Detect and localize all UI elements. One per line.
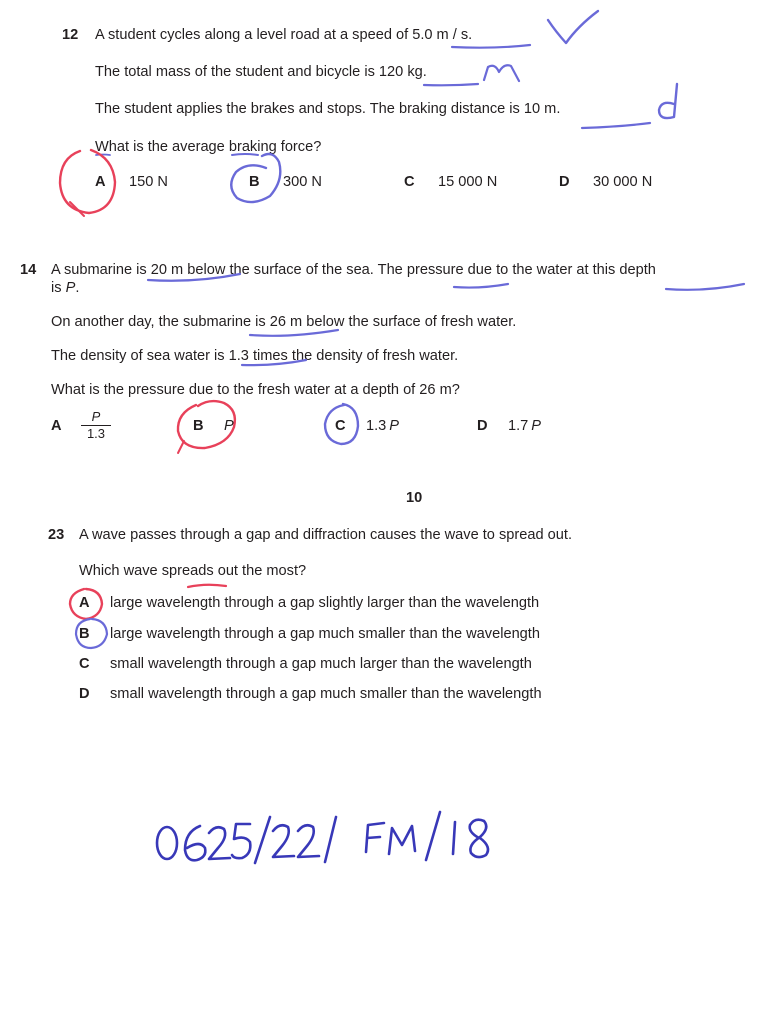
q23-option-b-text: large wavelength through a gap much smaller than the wavelength: [110, 626, 540, 642]
q12-option-d-text: 30 000 N: [593, 174, 653, 190]
q14-option-c-letter[interactable]: C: [335, 418, 346, 434]
q23-option-a-letter[interactable]: A: [79, 595, 90, 611]
q12-option-c-text: 15 000 N: [438, 174, 498, 190]
q14-line4: The density of sea water is 1.3 times the density of fresh water.: [51, 348, 459, 364]
q14-option-b-letter[interactable]: B: [193, 418, 204, 434]
q14-question: What is the pressure due to the fresh water at a depth of 26 m?: [51, 382, 460, 398]
q23-question: Which wave spreads out the most?: [79, 563, 307, 579]
q12-line3: The student applies the brakes and stops. The braking distance is 10 m.: [95, 101, 561, 117]
q12-option-c-letter[interactable]: C: [404, 174, 415, 190]
q12-line2: The total mass of the student and bicycle is 120 kg.: [95, 64, 427, 80]
q14-option-b-text: P: [224, 418, 234, 434]
q14-line1: A submarine is 20 m below the surface of the sea. The pressure due to the water at this depth: [51, 262, 656, 278]
q14-option-d-letter[interactable]: D: [477, 418, 488, 434]
q23-option-d-text: small wavelength through a gap much smaller than the wavelength: [110, 686, 542, 702]
q12-option-d-letter[interactable]: D: [559, 174, 570, 190]
q12-option-b-letter[interactable]: B: [249, 174, 260, 190]
q14-option-a-letter[interactable]: A: [51, 418, 62, 434]
q12-option-a-text: 150 N: [129, 174, 168, 190]
q23-number: 23: [48, 527, 65, 543]
q12-line1: A student cycles along a level road at a speed of 5.0 m / s.: [95, 27, 473, 43]
q23-option-d-letter[interactable]: D: [79, 686, 90, 702]
q14-line3: On another day, the submarine is 26 m below the surface of fresh water.: [51, 314, 517, 330]
q12-question: What is the average braking force?: [95, 139, 322, 155]
q23-option-b-letter[interactable]: B: [79, 626, 90, 642]
q12-number: 12: [62, 27, 79, 43]
q14-option-c-text: 1.3 P: [366, 418, 399, 434]
q23-option-c-text: small wavelength through a gap much larger than the wavelength: [110, 656, 532, 672]
q23-option-a-text: large wavelength through a gap slightly larger than the wavelength: [110, 595, 540, 611]
q14-option-d-text: 1.7 P: [508, 418, 541, 434]
q12-option-b-text: 300 N: [283, 174, 322, 190]
q14-option-a-fraction: $\frac{P}{1.3}$: [81, 410, 111, 441]
page-number: 10: [406, 490, 423, 506]
q14-number: 14: [20, 262, 37, 278]
q12-option-a-letter[interactable]: A: [95, 174, 106, 190]
q14-line2: is P.: [51, 280, 80, 296]
q23-option-c-letter[interactable]: C: [79, 656, 90, 672]
q23-line1: A wave passes through a gap and diffraction causes the wave to spread out.: [79, 527, 572, 543]
